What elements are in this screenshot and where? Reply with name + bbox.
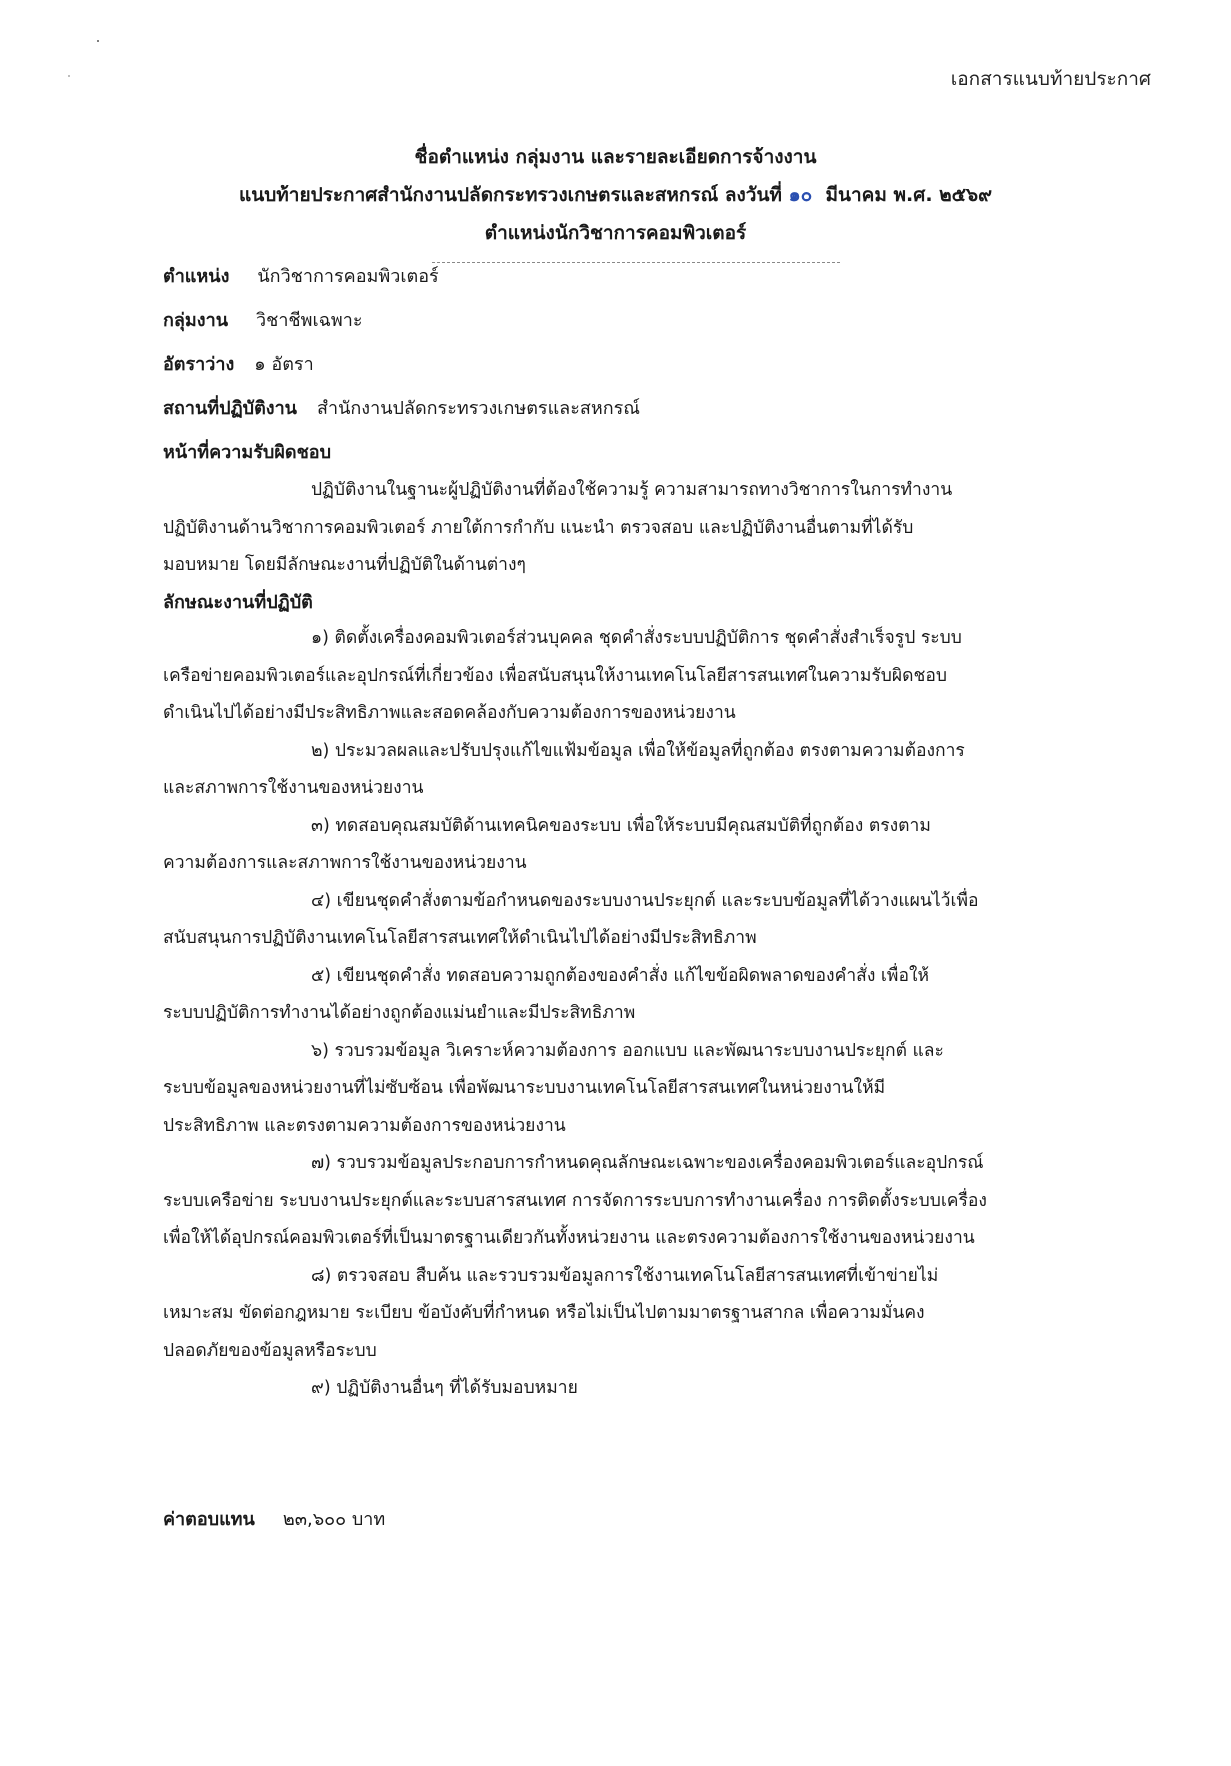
- field-value: วิชาชีพเฉพาะ: [256, 310, 363, 331]
- duty-line: ประสิทธิภาพ และตรงตามความต้องการของหน่วยงาน: [163, 1115, 566, 1136]
- duty-line: เหมาะสม ขัดต่อกฎหมาย ระเบียบ ข้อบังคับที่กำหนด หรือไม่เป็นไปตามมาตรฐานสากล เพื่อความมั่นคง: [163, 1303, 925, 1323]
- field-label: ตำแหน่ง: [163, 266, 230, 287]
- duty-line: ๗) รวบรวมข้อมูลประกอบการกำหนดคุณลักษณะเฉพาะของเครื่องคอมพิวเตอร์และอุปกรณ์: [311, 1153, 984, 1173]
- scan-speck: [97, 40, 99, 42]
- duty-item-1: [163, 620, 1115, 733]
- field-vacancy: [163, 350, 314, 380]
- duty-line: เพื่อให้ได้อุปกรณ์คอมพิวเตอร์ที่เป็นมาตรฐานเดียวกันทั้งหน่วยงาน และตรงความต้องการใช้งานของหน่วยงาน: [163, 1228, 975, 1248]
- scan-speck: [68, 75, 70, 77]
- responsibilities-paragraph: [163, 472, 1115, 585]
- title-line-2: [0, 176, 1231, 214]
- field-position: [163, 262, 439, 292]
- duty-item-6: [163, 1033, 1115, 1146]
- duty-line: ๕) เขียนชุดคำสั่ง ทดสอบความถูกต้องของคำสั่ง แก้ไขข้อผิดพลาดของคำสั่ง เพื่อให้: [311, 965, 930, 986]
- duty-line: ระบบเครือข่าย ระบบงานประยุกต์และระบบสารสนเทศ การจัดการระบบการทำงานเครื่อง การติดตั้งระบบเครื่อง: [163, 1190, 987, 1211]
- duty-line: ๒) ประมวลผลและปรับปรุงแก้ไขแฟ้มข้อมูล เพื่อให้ข้อมูลที่ถูกต้อง ตรงตามความต้องการ: [311, 740, 965, 761]
- field-workplace: [163, 394, 640, 424]
- duty-line: ความต้องการและสภาพการใช้งานของหน่วยงาน: [163, 853, 527, 873]
- field-value: ๒๓,๖๐๐ บาท: [282, 1509, 386, 1530]
- duties-heading: ลักษณะงานที่ปฏิบัติ: [163, 592, 313, 613]
- field-value: สำนักงานปลัดกระทรวงเกษตรและสหกรณ์: [317, 398, 640, 419]
- duty-item-7: [163, 1145, 1115, 1258]
- duty-line: ๙) ปฏิบัติงานอื่นๆ ที่ได้รับมอบหมาย: [311, 1378, 578, 1398]
- paragraph-line: มอบหมาย โดยมีลักษณะงานที่ปฏิบัติในด้านต่างๆ: [163, 555, 526, 575]
- title-announcement: แนบท้ายประกาศสำนักงานปลัดกระทรวงเกษตรและสหกรณ์ ลงวันที่: [238, 184, 789, 206]
- title-month-year: มีนาคม พ.ศ. ๒๕๖๙: [812, 184, 993, 206]
- document-title: [0, 138, 1231, 252]
- duty-item-8: [163, 1258, 1115, 1371]
- duty-line: ๔) เขียนชุดคำสั่งตามข้อกำหนดของระบบงานประยุกต์ และระบบข้อมูลที่ได้วางแผนไว้เพื่อ: [311, 890, 979, 911]
- title-line-1: ชื่อตำแหน่ง กลุ่มงาน และรายละเอียดการจ้างงาน: [414, 146, 817, 168]
- field-label: ค่าตอบแทน: [163, 1509, 255, 1530]
- duty-line: ปลอดภัยของข้อมูลหรือระบบ: [163, 1340, 377, 1361]
- duties-list: [163, 620, 1115, 1408]
- duty-line: ดำเนินไปได้อย่างมีประสิทธิภาพและสอดคล้องกับความต้องการของหน่วยงาน: [163, 703, 736, 723]
- duty-line: ๑) ติดตั้งเครื่องคอมพิวเตอร์ส่วนบุคคล ชุดคำสั่งระบบปฏิบัติการ ชุดคำสั่งสำเร็จรูป ระบบ: [311, 628, 962, 648]
- field-label: สถานที่ปฏิบัติงาน: [163, 398, 297, 419]
- title-line-3: ตำแหน่งนักวิชาการคอมพิวเตอร์: [484, 222, 747, 244]
- attachment-label: เอกสารแนบท้ายประกาศ: [950, 68, 1151, 90]
- field-label: อัตราว่าง: [163, 354, 235, 375]
- field-value: นักวิชาการคอมพิวเตอร์: [257, 266, 439, 287]
- paragraph-line: ปฏิบัติงานในฐานะผู้ปฏิบัติงานที่ต้องใช้ความรู้ ความสามารถทางวิชาการในการทำงาน: [311, 480, 953, 500]
- duty-item-9: [163, 1370, 1115, 1408]
- duty-line: ๓) ทดสอบคุณสมบัติด้านเทคนิคของระบบ เพื่อให้ระบบมีคุณสมบัติที่ถูกต้อง ตรงตาม: [311, 815, 931, 836]
- duty-line: ระบบปฏิบัติการทำงานได้อย่างถูกต้องแม่นยำและมีประสิทธิภาพ: [163, 1003, 636, 1023]
- field-group: [163, 306, 363, 336]
- duty-item-4: [163, 883, 1115, 958]
- duty-line: ๘) ตรวจสอบ สืบค้น และรวบรวมข้อมูลการใช้งานเทคโนโลยีสารสนเทศที่เข้าข่ายไม่: [311, 1265, 939, 1286]
- duty-item-2: [163, 733, 1115, 808]
- duty-line: ๖) รวบรวมข้อมูล วิเคราะห์ความต้องการ ออกแบบ และพัฒนาระบบงานประยุกต์ และ: [311, 1040, 944, 1061]
- field-value: ๑ อัตรา: [254, 354, 314, 375]
- duty-line: และสภาพการใช้งานของหน่วยงาน: [163, 778, 424, 798]
- duty-line: เครือข่ายคอมพิวเตอร์และอุปกรณ์ที่เกี่ยวข้อง เพื่อสนับสนุนให้งานเทคโนโลยีสารสนเทศในความรับผิดชอบ: [163, 665, 948, 686]
- field-label: กลุ่มงาน: [163, 310, 228, 331]
- duty-item-5: [163, 958, 1115, 1033]
- duty-item-3: [163, 808, 1115, 883]
- duty-line: สนับสนุนการปฏิบัติงานเทคโนโลยีสารสนเทศให้ดำเนินไปได้อย่างมีประสิทธิภาพ: [163, 928, 757, 948]
- field-compensation: [163, 1505, 385, 1535]
- responsibilities-heading: หน้าที่ความรับผิดชอบ: [163, 442, 332, 463]
- duty-line: ระบบข้อมูลของหน่วยงานที่ไม่ซับซ้อน เพื่อพัฒนาระบบงานเทคโนโลยีสารสนเทศในหน่วยงานให้มี: [163, 1078, 886, 1098]
- paragraph-line: ปฏิบัติงานด้านวิชาการคอมพิวเตอร์ ภายใต้การกำกับ แนะนำ ตรวจสอบ และปฏิบัติงานอื่นตามที่ได้รับ: [163, 517, 914, 538]
- separator-dashed: [432, 262, 840, 263]
- title-day-number: ๑๐: [788, 184, 813, 206]
